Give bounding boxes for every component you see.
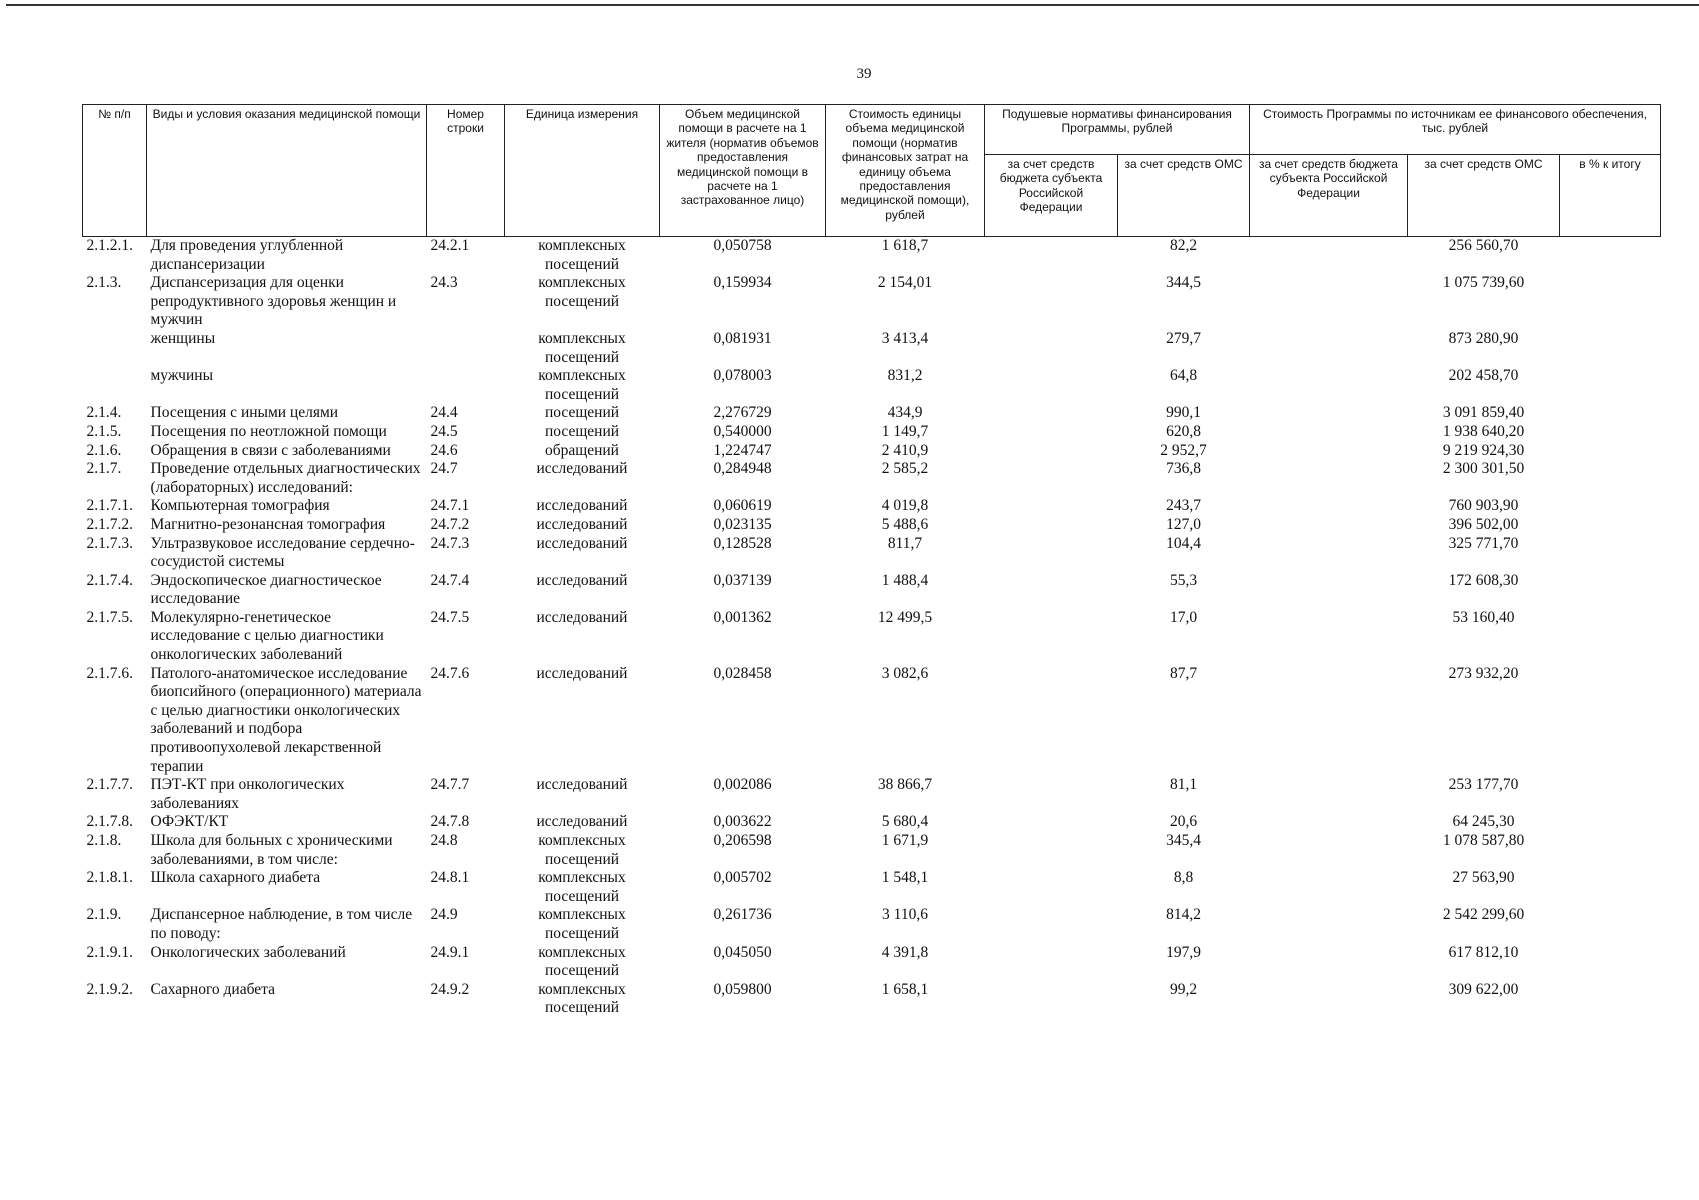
- row-program-budget: [1250, 572, 1408, 609]
- row-per-capita-budget: [985, 981, 1118, 1018]
- table-row: [83, 665, 1661, 777]
- row-per-capita-oms: 17,0: [1169, 608, 1198, 626]
- row-program-oms: 9 219 924,30: [1442, 441, 1525, 459]
- row-program-pct: [1560, 423, 1661, 442]
- row-cost: 12 499,5: [877, 608, 933, 626]
- row-name: Молекулярно-генетическое исследование с целью диагностики онкологических заболеваний: [150, 608, 384, 664]
- row-cost: 3 413,4: [881, 329, 929, 347]
- row-program-oms: 273 932,20: [1448, 664, 1519, 682]
- row-program-budget: [1250, 944, 1408, 981]
- row-per-capita-budget: [985, 330, 1118, 367]
- row-per-capita-budget: [985, 609, 1118, 665]
- row-line-no: 24.7.7: [430, 776, 470, 794]
- row-cost: 38 866,7: [877, 776, 933, 794]
- row-name: Ультразвуковое исследование сердечно-сосудистой системы: [150, 534, 415, 571]
- row-cost: 2 154,01: [877, 274, 933, 292]
- row-number: 2.1.3.: [86, 274, 122, 292]
- table-row: [83, 572, 1661, 609]
- row-per-capita-oms: 345,4: [1166, 832, 1201, 849]
- row-name: Посещения с иными целями: [150, 404, 339, 422]
- row-program-oms: 3 091 859,40: [1442, 404, 1525, 422]
- row-line-no: 24.7.4: [430, 571, 470, 589]
- row-per-capita-budget: [985, 832, 1118, 869]
- row-program-budget: [1250, 404, 1408, 423]
- row-per-capita-budget: [985, 460, 1118, 497]
- row-name: Магнитно-резонансная томография: [150, 515, 386, 533]
- row-volume: 1,224747: [713, 441, 772, 459]
- row-per-capita-oms: 104,4: [1166, 534, 1201, 552]
- row-program-budget: [1250, 832, 1408, 869]
- row-line-no: 24.7.2: [430, 515, 470, 533]
- row-program-oms: 760 903,90: [1448, 497, 1519, 515]
- row-number: 2.1.7.4.: [86, 571, 133, 589]
- row-unit: исследований: [536, 515, 628, 533]
- row-cost: 5 680,4: [881, 813, 929, 831]
- row-cost: 1 658,1: [881, 980, 929, 998]
- row-program-budget: [1250, 460, 1408, 497]
- row-program-oms: 2 542 299,60: [1442, 906, 1525, 924]
- table-row: [83, 460, 1661, 497]
- row-volume: 0,128528: [713, 534, 772, 552]
- row-program-pct: [1560, 460, 1661, 497]
- row-program-budget: [1250, 330, 1408, 367]
- row-volume: 0,045050: [713, 943, 772, 961]
- row-unit: исследований: [536, 664, 628, 682]
- row-per-capita-budget: [985, 404, 1118, 423]
- row-cost: 1 548,1: [881, 869, 929, 887]
- row-number: 2.1.7.7.: [86, 776, 133, 794]
- row-cost: 1 488,4: [881, 571, 929, 589]
- row-unit: посещений: [544, 422, 620, 440]
- row-program-pct: [1560, 981, 1661, 1018]
- row-program-oms: 396 502,00: [1448, 515, 1519, 533]
- row-program-pct: [1560, 776, 1661, 813]
- row-volume: 0,002086: [713, 776, 772, 794]
- row-unit: комплексных посещений: [538, 832, 626, 868]
- row-line-no: 24.7.3: [430, 534, 470, 552]
- row-program-pct: [1560, 535, 1661, 572]
- header-row-no: Номер строки: [427, 105, 505, 237]
- row-program-pct: [1560, 832, 1661, 869]
- row-name: Диспансерное наблюдение, в том числе по поводу:: [150, 906, 413, 942]
- row-cost: 2 410,9: [881, 441, 929, 459]
- row-number: 2.1.5.: [86, 422, 122, 440]
- row-unit: исследований: [536, 460, 628, 478]
- row-per-capita-budget: [985, 535, 1118, 572]
- header-per-capita-oms: за счет средств ОМС: [1118, 155, 1250, 237]
- row-program-budget: [1250, 665, 1408, 777]
- row-per-capita-oms: 620,8: [1166, 422, 1201, 440]
- row-per-capita-oms: 127,0: [1166, 515, 1201, 533]
- table-row: [83, 404, 1661, 423]
- table-row: [83, 944, 1661, 981]
- row-name: Школа сахарного диабета: [150, 869, 321, 887]
- row-unit: комплексных посещений: [538, 329, 626, 366]
- row-unit: комплексных посещений: [538, 367, 626, 403]
- row-program-oms: 256 560,70: [1448, 237, 1519, 254]
- row-per-capita-budget: [985, 813, 1118, 832]
- row-line-no: 24.9.1: [430, 943, 470, 961]
- row-per-capita-oms: 81,1: [1169, 776, 1198, 794]
- row-name: ПЭТ-КТ при онкологических заболеваниях: [150, 776, 345, 812]
- header-program-pct: в % к итогу: [1560, 155, 1661, 237]
- table-row: [83, 981, 1661, 1018]
- row-name: Проведение отдельных диагностических (лабораторных) исследований:: [150, 460, 421, 496]
- header-cost: Стоимость единицы объема медицинской помощи (норматив финансовых затрат на единицу объема предоставления медицинской помощи), рублей: [826, 105, 985, 237]
- row-name: Обращения в связи с заболеваниями: [150, 441, 391, 459]
- header-program-oms: за счет средств ОМС: [1408, 155, 1560, 237]
- row-number: 2.1.9.1.: [86, 943, 133, 961]
- header-per-capita: Подушевые нормативы финансирования Программы, рублей: [985, 105, 1250, 155]
- row-volume: 0,159934: [713, 274, 772, 292]
- row-per-capita-oms: 197,9: [1166, 943, 1201, 961]
- row-number: 2.1.6.: [86, 441, 122, 459]
- row-volume: 0,001362: [713, 608, 772, 626]
- row-program-pct: [1560, 944, 1661, 981]
- row-per-capita-budget: [985, 906, 1118, 943]
- row-name: Посещения по неотложной помощи: [150, 422, 387, 440]
- row-program-budget: [1250, 442, 1408, 461]
- row-program-pct: [1560, 516, 1661, 535]
- row-program-oms: 873 280,90: [1448, 329, 1519, 347]
- row-program-oms: 172 608,30: [1448, 571, 1519, 589]
- row-unit: комплексных посещений: [538, 274, 626, 310]
- row-volume: 0,081931: [713, 329, 772, 347]
- table-row: [83, 832, 1661, 869]
- row-number: 2.1.7.3.: [86, 534, 133, 552]
- row-per-capita-oms: 990,1: [1166, 404, 1201, 422]
- header-unit: Единица измерения: [505, 105, 660, 237]
- row-number: 2.1.9.2.: [86, 980, 133, 998]
- row-cost: 4 019,8: [881, 497, 929, 515]
- row-unit: исследований: [536, 534, 628, 552]
- table-row: [83, 423, 1661, 442]
- row-volume: 2,276729: [713, 404, 772, 422]
- row-name: Онкологических заболеваний: [150, 943, 346, 961]
- row-line-no: 24.6: [430, 441, 458, 459]
- row-program-oms: 1 078 587,80: [1442, 832, 1525, 849]
- row-per-capita-oms: 99,2: [1169, 980, 1198, 998]
- row-cost: 434,9: [887, 404, 923, 422]
- header-per-capita-budget: за счет средств бюджета субъекта Российской Федерации: [985, 155, 1118, 237]
- row-volume: 0,261736: [713, 906, 772, 924]
- row-per-capita-budget: [985, 423, 1118, 442]
- row-per-capita-oms: 87,7: [1169, 664, 1198, 682]
- row-unit: обращений: [545, 441, 619, 459]
- row-number: 2.1.7.5.: [86, 608, 133, 626]
- header-volume: Объем медицинской помощи в расчете на 1 жителя (норматив объемов предоставления медицинской помощи в расчете на 1 застрахованное лицо): [660, 105, 826, 237]
- row-per-capita-budget: [985, 442, 1118, 461]
- row-volume: 0,540000: [713, 422, 772, 440]
- row-cost: 1 618,7: [881, 237, 929, 254]
- row-number: 2.1.7.: [86, 460, 122, 478]
- table-row: [83, 516, 1661, 535]
- row-number: 2.1.8.1.: [86, 869, 133, 887]
- row-volume: 0,060619: [713, 497, 772, 515]
- row-program-budget: [1250, 981, 1408, 1018]
- row-per-capita-budget: [985, 497, 1118, 516]
- row-unit: комплексных посещений: [538, 980, 626, 1017]
- row-cost: 1 671,9: [881, 832, 929, 849]
- row-volume: 0,059800: [713, 980, 772, 998]
- row-volume: 0,023135: [713, 515, 772, 533]
- row-per-capita-oms: 279,7: [1166, 329, 1201, 347]
- row-unit: исследований: [536, 776, 628, 794]
- row-line-no: [427, 367, 505, 404]
- row-per-capita-budget: [985, 237, 1118, 275]
- row-program-oms: 325 771,70: [1448, 534, 1519, 552]
- table-row: [83, 442, 1661, 461]
- table-row: [83, 367, 1661, 404]
- row-unit: исследований: [536, 608, 628, 626]
- row-program-pct: [1560, 572, 1661, 609]
- row-per-capita-oms: 55,3: [1169, 571, 1198, 589]
- row-unit: комплексных посещений: [538, 237, 626, 273]
- row-cost: 831,2: [887, 367, 923, 385]
- row-unit: посещений: [544, 404, 620, 422]
- row-unit: исследований: [536, 571, 628, 589]
- table-row: [83, 330, 1661, 367]
- row-per-capita-budget: [985, 367, 1118, 404]
- row-cost: 5 488,6: [881, 515, 929, 533]
- row-cost: 811,7: [887, 534, 923, 552]
- header-num: № п/п: [83, 105, 147, 237]
- row-per-capita-oms: 8,8: [1173, 869, 1194, 887]
- table-row: [83, 813, 1661, 832]
- row-program-pct: [1560, 813, 1661, 832]
- header-program-cost: Стоимость Программы по источникам ее финансового обеспечения, тыс. рублей: [1250, 105, 1661, 155]
- row-program-oms: 202 458,70: [1448, 367, 1519, 385]
- top-rule: [6, 4, 1699, 6]
- row-number: 2.1.9.: [86, 906, 122, 924]
- row-volume: 0,078003: [713, 367, 772, 385]
- row-volume: 0,206598: [713, 832, 772, 849]
- row-cost: 1 149,7: [881, 422, 929, 440]
- header-program-budget: за счет средств бюджета субъекта Российской Федерации: [1250, 155, 1408, 237]
- row-per-capita-budget: [985, 572, 1118, 609]
- row-cost: 2 585,2: [881, 460, 929, 478]
- row-per-capita-budget: [985, 869, 1118, 906]
- row-unit: исследований: [536, 813, 628, 831]
- row-number: 2.1.7.1.: [86, 497, 133, 515]
- row-line-no: 24.2.1: [430, 237, 470, 254]
- row-line-no: 24.8: [430, 832, 458, 849]
- table-row: [83, 237, 1661, 275]
- row-program-budget: [1250, 813, 1408, 832]
- row-number: 2.1.2.1.: [86, 237, 133, 254]
- row-per-capita-oms: 82,2: [1169, 237, 1198, 254]
- row-program-budget: [1250, 497, 1408, 516]
- row-line-no: [427, 330, 505, 367]
- row-name: Для проведения углубленной диспансеризации: [150, 237, 344, 273]
- table-row: [83, 274, 1661, 330]
- row-volume: 0,037139: [713, 571, 772, 589]
- row-program-pct: [1560, 367, 1661, 404]
- row-name: женщины: [150, 329, 216, 347]
- row-cost: 4 391,8: [881, 943, 929, 961]
- table-row: [83, 497, 1661, 516]
- row-cost: 3 082,6: [881, 664, 929, 682]
- row-volume: 0,028458: [713, 664, 772, 682]
- row-per-capita-budget: [985, 665, 1118, 777]
- row-name: Компьютерная томография: [150, 497, 330, 515]
- row-line-no: 24.7.5: [430, 608, 470, 626]
- row-program-budget: [1250, 516, 1408, 535]
- table-row: [83, 776, 1661, 813]
- row-line-no: 24.4: [430, 404, 458, 422]
- row-program-oms: 64 245,30: [1452, 813, 1515, 831]
- row-number: 2.1.7.8.: [86, 813, 133, 831]
- header-name: Виды и условия оказания медицинской помощи: [147, 105, 427, 237]
- table-body: [83, 237, 1661, 1018]
- row-volume: 0,284948: [713, 460, 772, 478]
- row-name: мужчины: [150, 367, 213, 385]
- row-line-no: 24.5: [430, 422, 458, 440]
- row-program-oms: 27 563,90: [1452, 869, 1515, 887]
- row-program-oms: 53 160,40: [1452, 608, 1515, 626]
- row-number: [83, 367, 147, 404]
- row-name: ОФЭКТ/КТ: [150, 813, 229, 831]
- row-program-pct: [1560, 665, 1661, 777]
- row-unit: комплексных посещений: [538, 906, 626, 942]
- row-program-pct: [1560, 442, 1661, 461]
- row-unit: комплексных посещений: [538, 869, 626, 905]
- row-per-capita-oms: 243,7: [1166, 497, 1201, 515]
- row-program-pct: [1560, 609, 1661, 665]
- row-name: Сахарного диабета: [150, 980, 275, 998]
- row-number: 2.1.8.: [86, 832, 122, 849]
- row-program-oms: 1 075 739,60: [1442, 274, 1525, 292]
- row-program-oms: 617 812,10: [1448, 943, 1519, 961]
- table-row: [83, 535, 1661, 572]
- row-program-pct: [1560, 237, 1661, 275]
- row-program-budget: [1250, 906, 1408, 943]
- row-program-oms: 2 300 301,50: [1442, 460, 1525, 478]
- row-per-capita-oms: 814,2: [1166, 906, 1201, 924]
- row-per-capita-budget: [985, 944, 1118, 981]
- row-per-capita-budget: [985, 516, 1118, 535]
- row-program-budget: [1250, 237, 1408, 275]
- row-line-no: 24.7.8: [430, 813, 470, 831]
- row-per-capita-oms: 736,8: [1166, 460, 1201, 478]
- row-line-no: 24.7.1: [430, 497, 470, 515]
- row-line-no: 24.9.2: [430, 980, 470, 998]
- row-name: Диспансеризация для оценки репродуктивного здоровья женщин и мужчин: [150, 274, 397, 329]
- row-program-budget: [1250, 609, 1408, 665]
- row-per-capita-oms: 64,8: [1169, 367, 1198, 385]
- row-number: 2.1.7.2.: [86, 515, 133, 533]
- row-line-no: 24.7: [430, 460, 458, 478]
- row-volume: 0,003622: [713, 813, 772, 831]
- page-number: 39: [856, 66, 872, 82]
- row-program-pct: [1560, 869, 1661, 906]
- row-program-budget: [1250, 776, 1408, 813]
- row-unit: комплексных посещений: [538, 943, 626, 980]
- row-line-no: 24.3: [430, 274, 458, 292]
- row-name: Патолого-анатомическое исследование биопсийного (операционного) материала с целью диагностики онкологических заболеваний и подбора противоопухолевой лекарственной терапии: [150, 664, 422, 775]
- row-program-pct: [1560, 404, 1661, 423]
- row-name: Школа для больных с хроническими заболеваниями, в том числе:: [150, 832, 393, 868]
- row-number: 2.1.4.: [86, 404, 122, 422]
- row-per-capita-oms: 2 952,7: [1160, 441, 1207, 459]
- row-line-no: 24.8.1: [430, 869, 470, 887]
- row-number: [83, 330, 147, 367]
- row-per-capita-oms: 344,5: [1166, 274, 1201, 292]
- row-per-capita-budget: [985, 776, 1118, 813]
- row-program-pct: [1560, 330, 1661, 367]
- row-volume: 0,005702: [713, 869, 772, 887]
- row-program-budget: [1250, 423, 1408, 442]
- row-name: Эндоскопическое диагностическое исследование: [150, 571, 382, 608]
- row-program-oms: 1 938 640,20: [1442, 422, 1525, 440]
- table-row: [83, 609, 1661, 665]
- row-program-budget: [1250, 869, 1408, 906]
- row-program-budget: [1250, 274, 1408, 330]
- row-program-pct: [1560, 274, 1661, 330]
- row-program-oms: 253 177,70: [1448, 776, 1519, 794]
- row-program-oms: 309 622,00: [1448, 980, 1519, 998]
- row-program-pct: [1560, 497, 1661, 516]
- row-unit: исследований: [536, 497, 628, 515]
- row-per-capita-budget: [985, 274, 1118, 330]
- row-line-no: 24.9: [430, 906, 458, 924]
- row-cost: 3 110,6: [882, 906, 928, 924]
- row-program-budget: [1250, 535, 1408, 572]
- row-per-capita-oms: 20,6: [1169, 813, 1198, 831]
- financing-table: [82, 104, 1661, 1018]
- row-line-no: 24.7.6: [430, 664, 470, 682]
- row-program-pct: [1560, 906, 1661, 943]
- table-row: [83, 869, 1661, 906]
- row-number: 2.1.7.6.: [86, 664, 133, 682]
- table-row: [83, 906, 1661, 943]
- row-program-budget: [1250, 367, 1408, 404]
- row-volume: 0,050758: [713, 237, 772, 254]
